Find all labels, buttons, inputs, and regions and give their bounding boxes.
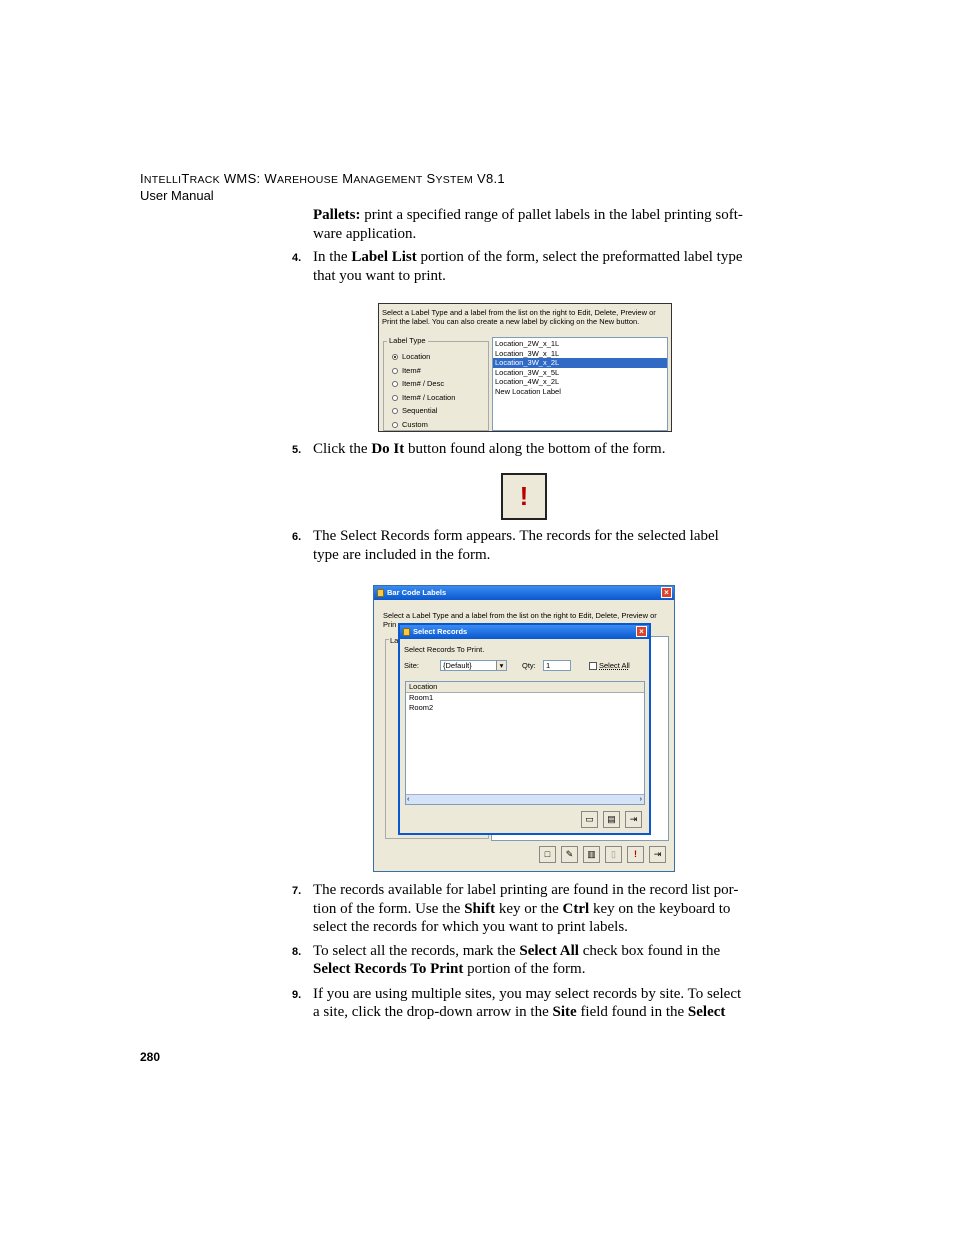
radio-sequential[interactable]: Sequential (392, 406, 437, 415)
outer-instruction: Select a Label Type and a label from the list on the right to Edit, Delete, Preview or (383, 611, 657, 620)
preview-icon[interactable]: ▭ (581, 811, 598, 828)
step-4-number: 4. (292, 252, 302, 264)
step-6-number: 6. (292, 531, 302, 543)
step-6-line-2: type are included in the form. (313, 547, 491, 563)
step-9-line-2: a site, click the drop-down arrow in the Site field found in the Select (313, 1004, 726, 1020)
dialog-caption: Select Records To Print. (404, 645, 485, 654)
do-it-button[interactable] (501, 473, 547, 520)
horizontal-scrollbar[interactable] (406, 794, 644, 804)
close-icon[interactable]: × (636, 626, 647, 637)
radio-dot[interactable] (392, 381, 398, 387)
window-icon (403, 628, 410, 636)
edit-icon[interactable]: ✎ (561, 846, 578, 863)
radio-item-location[interactable]: Item# / Location (392, 393, 455, 402)
label-type-screenshot (378, 303, 672, 432)
radio-dot[interactable] (392, 368, 398, 374)
label-instruction-1: Select a Label Type and a label from the list on the right to Edit, Delete, Preview or (382, 308, 656, 317)
step-5-line-1: Click the Do It button found along the bottom of the form. (313, 441, 666, 457)
records-list[interactable] (405, 681, 645, 805)
qty-field[interactable]: 1 (543, 660, 571, 671)
select-records-dialog (398, 623, 651, 835)
running-header-title: INTELLITRACK WMS: WAREHOUSE MANAGEMENT SYSTEM V8.1 (140, 171, 505, 186)
label-list-item[interactable]: Location_3W_x_5L (495, 367, 560, 377)
doit-icon[interactable]: ! (627, 846, 644, 863)
outer-group-label-partial: La (390, 636, 399, 645)
step-7-line-1: The records available for label printing are found in the record list por- (313, 882, 739, 898)
label-list-item[interactable]: Location_2W_x_1L (495, 339, 560, 348)
step-4-line-2: that you want to print. (313, 268, 446, 284)
print-icon[interactable]: ▤ (603, 811, 620, 828)
record-row[interactable]: Room2 (409, 702, 434, 712)
radio-item-desc[interactable]: Item# / Desc (392, 379, 444, 388)
step-7-line-2: tion of the form. Use the Shift key or the Ctrl key on the keyboard to (313, 901, 731, 917)
radio-custom[interactable]: Custom (392, 420, 428, 429)
delete-icon[interactable]: ▥ (583, 846, 600, 863)
step-9-line-1: If you are using multiple sites, you may select records by site. To select (313, 986, 742, 1002)
select-all-checkbox[interactable]: Select All (589, 661, 630, 670)
exit-icon[interactable]: ⇥ (625, 811, 642, 828)
qty-label: Qty: (522, 661, 536, 670)
step-8-number: 8. (292, 946, 302, 958)
step-7-number: 7. (292, 885, 302, 897)
step-6-line-1: The Select Records form appears. The records for the selected label (313, 528, 719, 544)
radio-item[interactable]: Item# (392, 366, 421, 375)
label-list-item[interactable]: New Location Label (495, 386, 561, 396)
scroll-right-icon[interactable]: › (639, 794, 642, 803)
window-icon (377, 589, 384, 597)
step-8-line-1: To select all the records, mark the Select All check box found in the (313, 943, 721, 959)
step-7-line-3: select the records for which you want to print labels. (313, 919, 628, 935)
exit-icon[interactable]: ⇥ (649, 846, 666, 863)
exclamation-icon: ! (519, 481, 529, 511)
checkbox-box[interactable] (589, 662, 597, 670)
step-9-number: 9. (292, 989, 302, 1001)
pallets-line-2: ware application. (313, 226, 417, 242)
label-list-item[interactable]: Location_4W_x_2L (495, 377, 560, 387)
chevron-down-icon[interactable]: ▾ (496, 661, 506, 670)
label-list-item-selected[interactable]: Location_3W_x_2L (493, 358, 667, 368)
radio-dot[interactable] (392, 408, 398, 414)
pallets-line-1: Pallets: print a specified range of pallet labels in the label printing soft- (313, 207, 743, 223)
radio-dot[interactable] (392, 422, 398, 428)
running-header-subtitle: User Manual (140, 188, 214, 203)
site-dropdown[interactable]: {Default} ▾ (440, 660, 507, 671)
label-list-item[interactable]: Location_3W_x_1L (495, 348, 560, 358)
radio-dot[interactable] (392, 395, 398, 401)
scroll-left-icon[interactable]: ‹ (407, 794, 410, 803)
bar-code-labels-window (373, 585, 675, 872)
radio-dot[interactable] (392, 354, 398, 360)
select-records-titlebar: Select Records × (400, 625, 649, 639)
step-5-number: 5. (292, 444, 302, 456)
label-list[interactable] (492, 337, 668, 431)
label-type-group-label: Label Type (389, 336, 426, 345)
bar-code-labels-titlebar: Bar Code Labels × (374, 586, 674, 600)
column-header-location[interactable]: Location (406, 682, 644, 693)
outer-instruction-partial: Prin (383, 620, 397, 629)
new-icon[interactable]: □ (539, 846, 556, 863)
record-row[interactable]: Room1 (409, 693, 434, 702)
page-number: 280 (140, 1050, 161, 1064)
preview-icon[interactable]: ▯ (605, 846, 622, 863)
site-label: Site: (404, 661, 420, 670)
step-4-line-1: In the Label List portion of the form, select the preformatted label type (313, 249, 743, 265)
radio-location[interactable]: Location (392, 352, 430, 361)
label-instruction-2: Print the label. You can also create a new label by clicking on the New button. (382, 317, 640, 326)
step-8-line-2: Select Records To Print portion of the form. (313, 961, 586, 977)
close-icon[interactable]: × (661, 587, 672, 598)
